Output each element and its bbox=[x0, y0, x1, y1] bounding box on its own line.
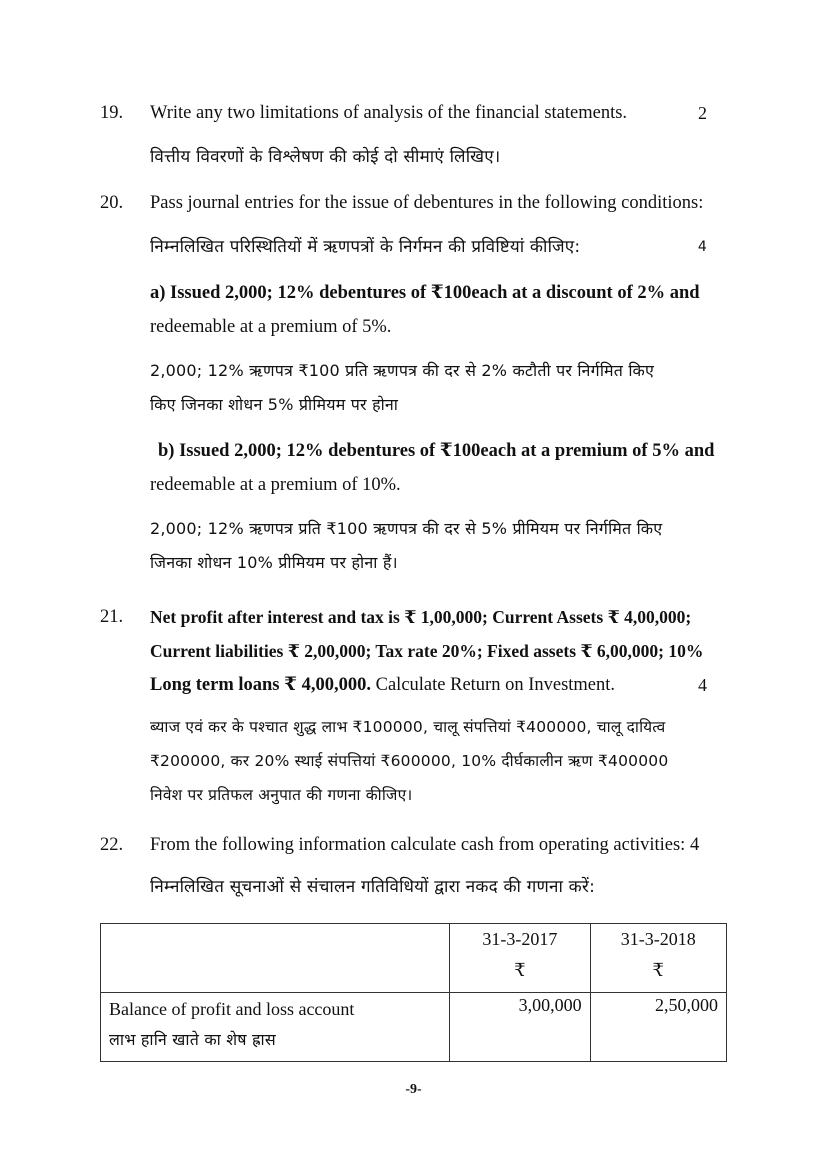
column-date: 31-3-2017 bbox=[482, 929, 558, 949]
question-number: 20. bbox=[100, 193, 124, 213]
part-a-text-hi-line2: किए जिनका शोधन 5% प्रीमियम पर होना bbox=[150, 395, 399, 414]
table-header-2017 bbox=[450, 924, 590, 993]
row-value-2018: 2,50,000 bbox=[590, 993, 726, 1062]
question-text-en: Pass journal entries for the issue of debentures in the following conditions: bbox=[150, 193, 704, 213]
cash-flow-table bbox=[100, 923, 727, 1062]
row-label-en: Balance of profit and loss account bbox=[109, 999, 355, 1019]
marks: 4 bbox=[697, 239, 707, 255]
loan-text: Long term loans ₹ 4,00,000. bbox=[150, 675, 371, 695]
table-header-2018 bbox=[590, 924, 726, 993]
table-row bbox=[101, 993, 727, 1062]
row-label-hi: लाभ हानि खाते का शेष ह्रास bbox=[109, 1030, 276, 1049]
part-a-text-en-line2: redeemable at a premium of 5%. bbox=[150, 317, 392, 337]
marks: 2 bbox=[698, 103, 707, 123]
column-date: 31-3-2018 bbox=[620, 929, 696, 949]
row-label bbox=[101, 993, 450, 1062]
part-a-text-hi-line1: 2,000; 12% ऋणपत्र ₹100 प्रति ऋणपत्र की दर से 2% कटौती पर निर्गमित किए bbox=[150, 361, 655, 380]
question-text: निम्नलिखित परिस्थितियों में ऋणपत्रों के निर्गमन की प्रविष्टियां कीजिए: bbox=[150, 237, 581, 257]
question-text-hi-line2: ₹200000, कर 20% स्थाई संपत्तियां ₹600000, 10% दीर्घकालीन ऋण ₹400000 bbox=[150, 752, 669, 770]
currency-symbol: ₹ bbox=[514, 960, 526, 980]
question-number: 21. bbox=[100, 607, 124, 627]
question-text: Write any two limitations of analysis of the financial statements. bbox=[150, 103, 628, 123]
question-text-hi-line1: ब्याज एवं कर के पश्चात शुद्ध लाभ ₹100000, चालू संपत्तियां ₹400000, चालू दायित्व bbox=[150, 718, 666, 736]
page-number: -9- bbox=[405, 1082, 422, 1097]
part-b-text-hi-line1: 2,000; 12% ऋणपत्र प्रति ₹100 ऋणपत्र की दर से 5% प्रीमियम पर निर्गमित किए bbox=[150, 519, 663, 538]
question-text-en-line3 bbox=[150, 668, 727, 702]
part-b-text-en-line2: redeemable at a premium of 10%. bbox=[150, 475, 401, 495]
question-text-en-line1: Net profit after interest and tax is ₹ 1,00,000; Current Assets ₹ 4,00,000; bbox=[150, 607, 692, 627]
part-b-text-hi-line2: जिनका शोधन 10% प्रीमियम पर होना हैं। bbox=[150, 553, 398, 572]
question-text-hi-line3: निवेश पर प्रतिफल अनुपात की गणना कीजिए। bbox=[150, 786, 413, 804]
instruction-text: Calculate Return on Investment. bbox=[371, 675, 616, 695]
part-b-text-en-line1: b) Issued 2,000; 12% debentures of ₹100each at a premium of 5% and bbox=[158, 441, 715, 461]
question-text-en-line2: Current liabilities ₹ 2,00,000; Tax rate 20%; Fixed assets ₹ 6,00,000; 10% bbox=[150, 641, 704, 661]
table-header-row bbox=[101, 924, 727, 993]
question-text-hi bbox=[150, 230, 727, 264]
table-header-blank bbox=[101, 924, 450, 993]
question-number: 19. bbox=[100, 103, 124, 123]
question-text-hi: वित्तीय विवरणों के विश्लेषण की कोई दो सीमाएं लिखिए। bbox=[150, 147, 501, 167]
question-text-en: From the following information calculate cash from operating activities: 4 bbox=[150, 835, 700, 855]
currency-symbol: ₹ bbox=[652, 960, 664, 980]
row-value-2017: 3,00,000 bbox=[450, 993, 590, 1062]
question-text-hi: निम्नलिखित सूचनाओं से संचालन गतिविधियों द्वारा नकद की गणना करें: bbox=[150, 877, 595, 897]
question-number: 22. bbox=[100, 835, 124, 855]
part-a-text-en-line1: a) Issued 2,000; 12% debentures of ₹100each at a discount of 2% and bbox=[150, 283, 700, 303]
marks: 4 bbox=[698, 675, 707, 695]
question-text-en bbox=[150, 96, 727, 130]
